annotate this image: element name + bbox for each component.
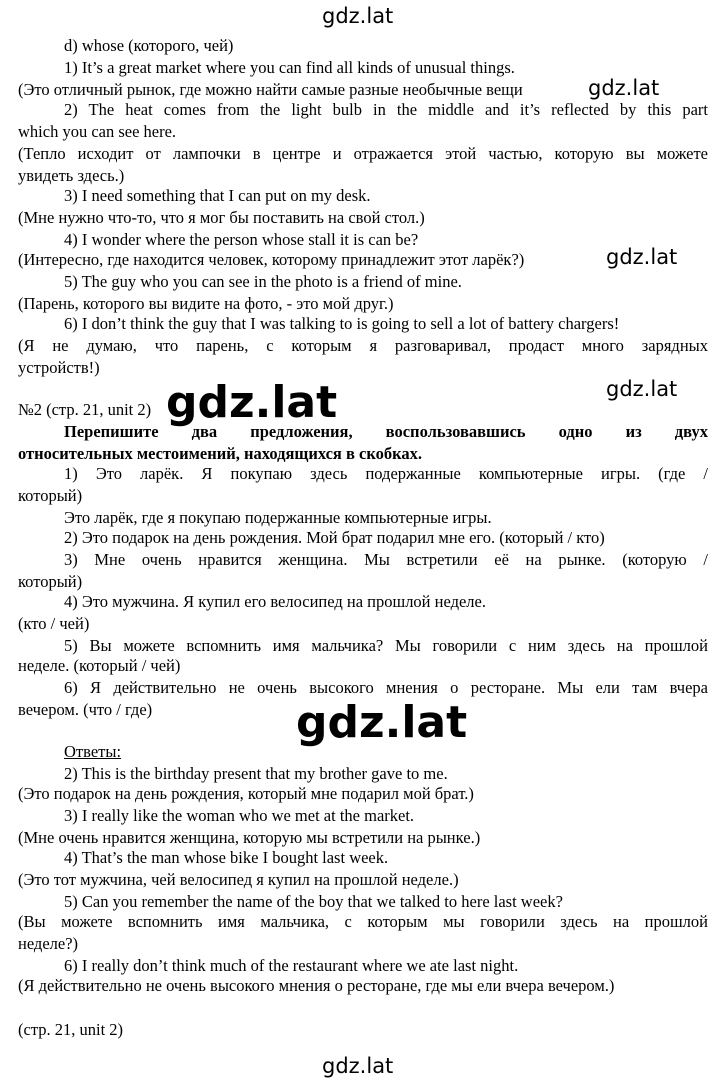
text-line: which you can see here. (18, 122, 177, 141)
watermark-bottom: gdz.lat (322, 1054, 394, 1078)
text-line: (Это тот мужчина, чей велосипед я купил на прошлой неделе.) (18, 870, 459, 889)
text-line: 6) I really don’t think much of the restaurant where we ate last night. (64, 956, 519, 975)
answers-heading: Ответы: (64, 742, 122, 761)
text-line: 5) Вы можете вспомнить имя мальчика? Мы говорили с ним здесь на прошлой (64, 636, 708, 655)
text-line: (Парень, которого вы видите на фото, - это мой друг.) (18, 294, 394, 313)
text-line: 5) Can you remember the name of the boy that we talked to here last week? (64, 892, 563, 911)
text-line: (Мне нужно что-то, что я мог бы поставить на свой стол.) (18, 208, 425, 227)
page-reference: (стр. 21, unit 2) (18, 1020, 124, 1039)
watermark-large-1: gdz.lat (166, 377, 338, 428)
text-line: (Я действительно не очень высокого мнения о ресторане, где мы ели вчера вечером.) (18, 976, 615, 995)
text-line: 1) It’s a great market where you can find all kinds of unusual things. (64, 58, 515, 77)
text-line: неделе?) (18, 934, 79, 953)
text-line: 2) Это подарок на день рождения. Мой брат подарил мне его. (который / кто) (64, 528, 605, 547)
exercise-instruction: относительных местоимений, находящихся в скобках. (18, 444, 423, 463)
text-line: (кто / чей) (18, 614, 90, 633)
watermark-top: gdz.lat (322, 4, 394, 28)
watermark-large-2: gdz.lat (296, 697, 468, 748)
watermark-right-3: gdz.lat (606, 377, 678, 401)
text-line: (Тепло исходит от лампочки в центре и отражается этой частью, которую вы можете (18, 144, 708, 163)
text-line: 1) Это ларёк. Я покупаю здесь подержанные компьютерные игры. (где / (64, 464, 708, 483)
text-line: неделе. (который / чей) (18, 656, 181, 675)
text-line: 2) The heat comes from the light bulb in the middle and it’s reflected by this part (64, 100, 708, 119)
text-line: 4) That’s the man whose bike I bought last week. (64, 848, 389, 867)
text-line: 6) Я действительно не очень высокого мнения о ресторане. Мы ели там вчера (64, 678, 708, 697)
text-line: 4) Это мужчина. Я купил его велосипед на прошлой неделе. (64, 592, 486, 611)
text-line: 5) The guy who you can see in the photo is a friend of mine. (64, 272, 462, 291)
text-line: вечером. (что / где) (18, 700, 153, 719)
text-line: 3) Мне очень нравится женщина. Мы встретили её на рынке. (которую / (64, 550, 708, 569)
text-line: 3) I need something that I can put on my desk. (64, 186, 371, 205)
text-line: увидеть здесь.) (18, 166, 125, 185)
text-line: Это ларёк, где я покупаю подержанные компьютерные игры. (64, 508, 492, 527)
text-line: (Я не думаю, что парень, с которым я разговаривал, продаст много зарядных (18, 336, 708, 355)
watermark-right-1: gdz.lat (588, 76, 660, 100)
text-line: (Это отличный рынок, где можно найти самые разные необычные вещи (18, 80, 523, 99)
text-line: (Вы можете вспомнить имя мальчика, с которым мы говорили здесь на прошлой (18, 912, 708, 931)
text-line: d) whose (которого, чей) (64, 36, 234, 55)
text-line: 2) This is the birthday present that my brother gave to me. (64, 764, 448, 783)
text-line: 3) I really like the woman who we met at the market. (64, 806, 415, 825)
exercise-number: №2 (стр. 21, unit 2) (18, 400, 152, 419)
watermark-right-2: gdz.lat (606, 245, 678, 269)
exercise-instruction: Перепишите два предложения, воспользовавшись одно из двух (64, 422, 708, 441)
text-line: 6) I don’t think the guy that I was talking to is going to sell a lot of battery chargers! (64, 314, 620, 333)
text-line: который) (18, 572, 83, 591)
text-line: который) (18, 486, 83, 505)
text-line: (Это подарок на день рождения, который мне подарил мой брат.) (18, 784, 474, 803)
text-line: 4) I wonder where the person whose stall it is can be? (64, 230, 419, 249)
text-line: устройств!) (18, 358, 100, 377)
text-line: (Интересно, где находится человек, которому принадлежит этот ларёк?) (18, 250, 525, 269)
text-line: (Мне очень нравится женщина, которую мы встретили на рынке.) (18, 828, 481, 847)
